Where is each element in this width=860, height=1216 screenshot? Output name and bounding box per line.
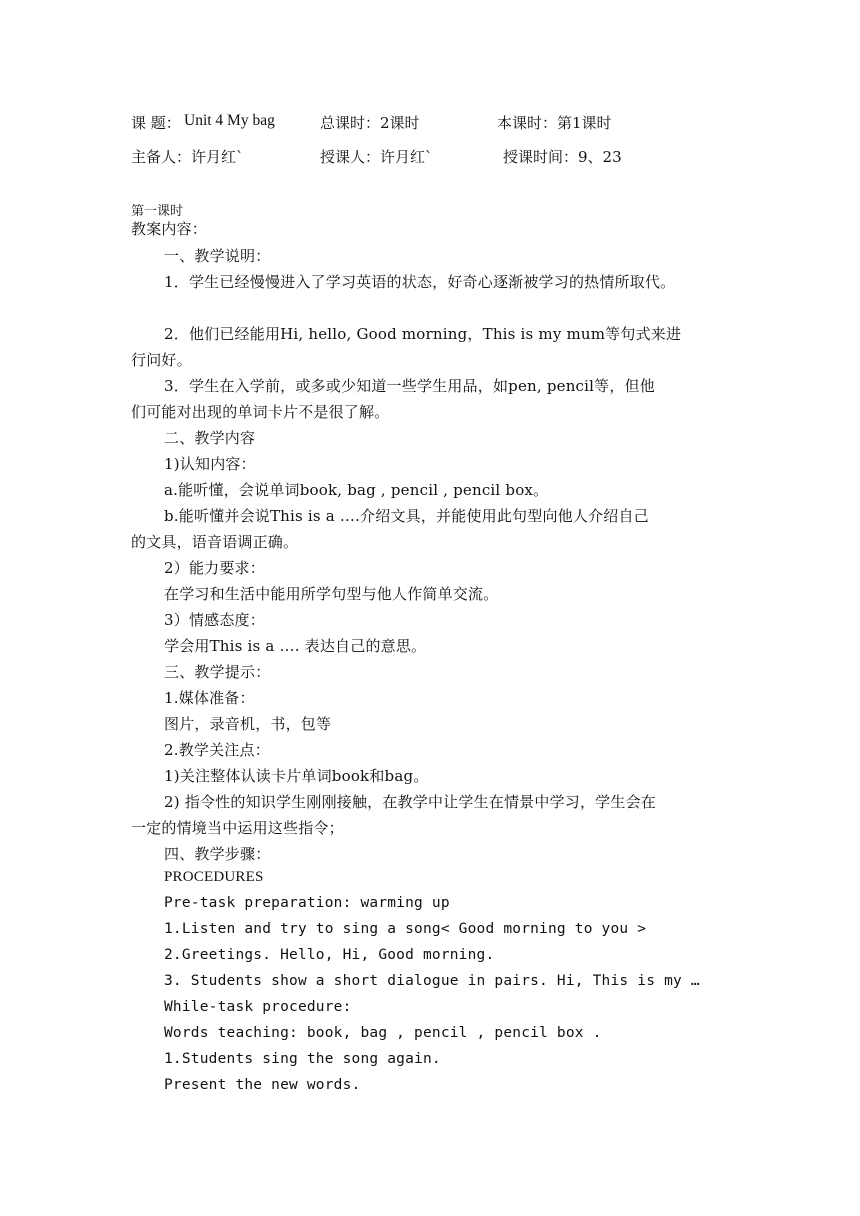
doc-line: 1)关注整体认读卡片单词book和bag。 — [164, 767, 429, 785]
doc-line: 三、教学提示： — [164, 663, 271, 681]
doc-line: 3．学生在入学前，或多或少知道一些学生用品，如pen, pencil等，但他 — [164, 377, 655, 395]
doc-line: a.能听懂，会说单词book, bag , pencil , pencil box。 — [164, 481, 549, 499]
doc-line: 1)认知内容： — [164, 455, 256, 473]
doc-line: 3）情感态度： — [164, 611, 265, 629]
doc-line: 2.教学关注点： — [164, 741, 270, 759]
topic-value: Unit 4 My bag — [184, 112, 275, 129]
topic-label: 课 题： — [131, 114, 181, 132]
session-title: 第一课时 — [131, 204, 184, 219]
doc-line: 二、教学内容 — [164, 429, 256, 447]
doc-line: 2.Greetings. Hello, Hi, Good morning. — [164, 947, 495, 963]
doc-line: 1.Students sing the song again. — [164, 1051, 441, 1067]
doc-line: 一、教学说明： — [164, 247, 271, 265]
doc-line: 们可能对出现的单词卡片不是很了解。 — [131, 403, 390, 421]
doc-line: 2．他们已经能用Hi, hello, Good morning，This is my mum等句式来进 — [164, 325, 682, 343]
doc-line: 行问好。 — [131, 351, 192, 369]
doc-line: Words teaching: book, bag , pencil , pencil box . — [164, 1025, 602, 1041]
doc-line: 一定的情境当中运用这些指令； — [131, 819, 344, 837]
doc-line: 1．学生已经慢慢进入了学习英语的状态，好奇心逐渐被学习的热情所取代。 — [164, 273, 676, 291]
doc-line: 1.媒体准备： — [164, 689, 255, 707]
preparer: 主备人：许月红` — [131, 148, 244, 166]
teacher: 授课人：许月红` — [320, 148, 433, 166]
teach-time: 授课时间：9、23 — [503, 148, 622, 166]
doc-line: 的文具，语音语调正确。 — [131, 533, 299, 551]
doc-line: 3. Students show a short dialogue in pairs. Hi, This is my … — [164, 973, 700, 989]
doc-line: 学会用This is a …. 表达自己的意思。 — [164, 637, 427, 655]
doc-line: PROCEDURES — [164, 869, 264, 885]
this-hour: 本课时：第1课时 — [497, 114, 612, 132]
doc-line: Present the new words. — [164, 1077, 361, 1093]
doc-line: 2) 指令性的知识学生刚刚接触，在教学中让学生在情景中学习，学生会在 — [164, 793, 656, 811]
doc-line: While-task procedure: — [164, 999, 352, 1015]
content-label: 教案内容： — [131, 220, 208, 238]
doc-line: 四、教学步骤： — [164, 845, 271, 863]
doc-line: 图片，录音机，书，包等 — [164, 715, 332, 733]
doc-line: b.能听懂并会说This is a ….介绍文具，并能使用此句型向他人介绍自己 — [164, 507, 649, 525]
doc-line: 1.Listen and try to sing a song< Good morning to you > — [164, 921, 647, 937]
doc-line: Pre-task preparation: warming up — [164, 895, 450, 911]
doc-line: 2）能力要求： — [164, 559, 265, 577]
doc-line: 在学习和生活中能用所学句型与他人作简单交流。 — [164, 585, 499, 603]
total-hours: 总课时：2课时 — [320, 114, 420, 132]
